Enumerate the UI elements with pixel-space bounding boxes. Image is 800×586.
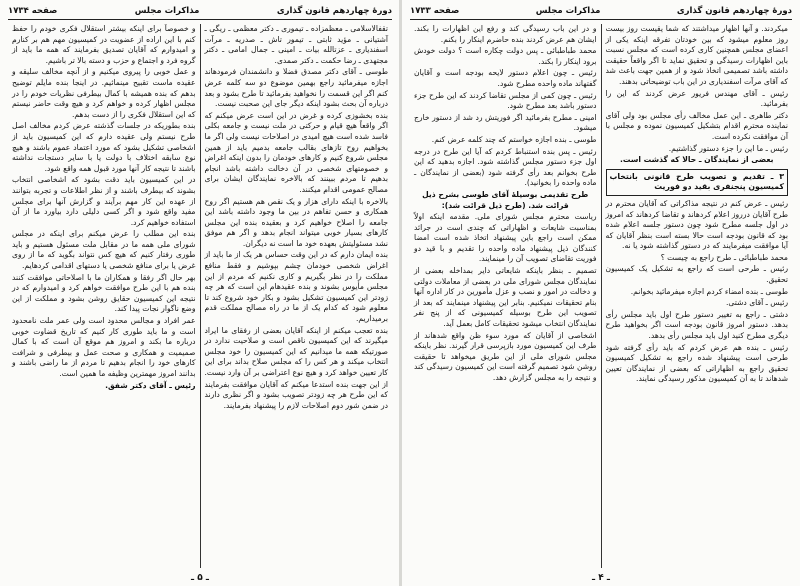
paragraph: رئیس ـ ما این را جزء دستور گذاشتیم. <box>668 143 788 153</box>
paragraph: رئیس ـ پس بنده استنباط کردم که آیا این طرح در درجه اول جزء دستور مجلس گذاشته شود. اجازه بدهید که این طرح بخوانم بعد رأی گرفته شود (بعضی از نمایندگان ـ ماده واحده را بخوانید). <box>414 146 597 188</box>
paragraph: اشخاصی از آقایان که مورد سوء ظن واقع شدهاند از طرف این کمیسیون مورد بازپرسی قرار گیرند. نظر باینکه مجلس شورای ملی از این طریق میخواهد تا حقیقت روشن شود تصمیم گرفته است این کمیسیون رسیدگی کند و نتیجه را به مجلس گزارش دهد. <box>414 330 597 382</box>
left-header-session: دورهٔ چهاردهم قانون گذاری <box>276 6 392 16</box>
paragraph: رئیس ـ عرض کنم در نتیجه مذاکراتی که آقایان محترم در طرح آقایان درروز اعلام کردهاند و تقاضا کردهاند که امروز در اول جلسه مطرح شود چون دستور جلسه اعلام شده بود که قانون بودجه است حالا بسته است بنظر آقایان که آیا موافقت میفرمایند که در دستور گذاشته شود یا نه. <box>605 198 788 251</box>
paragraph: بنده بطوریکه در جلسات گذشته عرض کردم مخالف اصل طرح نیستم ولی عقیده دارم که این کمیسیون باید از اشخاصی تشکیل بشود که مورد اعتماد عموم باشند و هیچ نوع سابقه اختلاف با دولت یا با سایر دستجات نداشته باشند تا نتیجه کار آنها مورد قبول همه واقع شود. <box>12 121 196 173</box>
paragraph: رئیس ـ آقای دشتی. <box>726 298 788 308</box>
paragraph: بنده ایمان دارم که در این وقت حساس هر یک از ما باید از اغراض شخصی خودمان چشم بپوشیم و فقط منافع مملکت را در نظر بگیریم و کاری نکنیم که مردم از این مجلس مأیوس بشوند و بنده عقیدهام این است که هر چه زودتر این کمیسیون تشکیل بشود و بکار خود شروع کند تا معلوم شود که کدام یک از ما در راه مصالح مملکت قدم برمیداریم. <box>204 250 388 324</box>
paragraph: بنده بخشوزی کرده و غرض در این است عرض میکنم که اگر واقعاً هیچ قیام و حرکتی در ملت نیست و جامعه بکلی فاسد شده است هیچ امیدی در اصلاحات نیست ولی اگر ما بخواهیم روح تازهای بقالب جامعه بدمیم باید از همین مجلس شروع کنیم و کارهای خودمان را بدون اینکه اغراض و خصومتهای شخصی در آن دخالت داشته باشد انجام بدهیم تا مردم ببینند که بالاخره نمایندگان ایشان برای مصالح عمومی اقدام میکنند. <box>204 110 388 194</box>
paragraph: و خصوصاً برای اینکه بیشتر استقلال فکری خودم را حفظ کنم با این اراده از عضویت در کمیسیون مهم هم بر کنارم و امیدوارم که آقایان تصدیق بفرمایند که همه ما باید از گروه فرد و اجتماع و حزب و دسته بالا تر باشیم. <box>12 24 196 65</box>
right-header-session: دورهٔ چهاردهم قانون گذاری <box>676 6 792 16</box>
left-page-column-a <box>201 24 393 568</box>
right-header-title: مذاکرات مجلس <box>535 6 601 16</box>
paragraph: رئیس ـ چون اعلام دستور لایحه بودجه است و آقایان گفتهاند ماده واحده مطرح شود. <box>414 68 597 88</box>
paragraph: طوسی ـ آقای دکتر مصدق فضلا و دانشمندان فرمودهاند اجازه میفرمائید راجع بهمین موضوع دو سه کلمه عرض کنم اگر این قسمت را نخواهید بفرمائید تا طرح بشود و بعد درباره آن بحث بشود اینکه دیگر جای این صحبت نیست. <box>204 67 388 109</box>
paragraph: دکتر طاهری ـ این عمل مخالف رأی مجلس بود ولی آقای نماینده محترم اقدام بتشکیل کمیسیون نموده و مجلس با آن موافقت نکرده است. <box>605 110 788 141</box>
right-page-column-b <box>602 24 793 568</box>
column-divider <box>601 24 602 568</box>
paragraph: از این جهت بنده استدعا میکنم که آقایان موافقت بفرمایند که این طرح هر چه زودتر تصویب بشود و اگر نظری دارند در ضمن شور دوم اصلاحات لازم را پیشنهاد بفرمایند. <box>204 379 388 410</box>
paragraph: و در این باب رسیدگی کند و رفع این اظهارات را بکند. ایشان هم عرض کردند بنده حاضرم اینکار را بکنم. <box>414 24 597 44</box>
paragraph: تقفالاسلامی ـ معظمزاده ـ تیموری ـ دکتر معظمی ـ ریگی ـ آشتیانی ـ مؤید ثابتی ـ تیمور تاش ـ صدریه ـ مرآت اسفندیاری ـ عزتالله بیات ـ امینی ـ جمال امامی ـ دکتر مجتهدی ـ رضا حکمت ـ دکتر صمدی. <box>204 24 388 65</box>
right-page-number: ـ ۴ ـ <box>592 573 610 583</box>
paragraph: محمد طباطبائی ـ طرح راجع به چیست ؟ <box>660 252 788 262</box>
paragraph: بنده تعجب میکنم از اینکه آقایان بعضی از رفقای ما ایراد میگیرند که این کمیسیون ناقص است و صلاحیت ندارد در صورتیکه همه ما میدانیم که این کمیسیون را خود مجلس انتخاب میکند و هر کس را که مجلس صلاح بداند برای این کار تعیین خواهد کرد و هیچ نوع اعتراضی بر آن وارد نیست. <box>204 325 388 377</box>
paragraph: رئیس ـ بنده هم عرض کردم که باید رأی گرفته شود طرحی است پیشنهاد شده راجع به تشکیل کمیسیون تحقیق راجع به اظهاراتی که بعضی از نمایندگان تعیین شدهاند تا به آن کمیسیون مذکور رسیدگی نمایند. <box>605 342 788 384</box>
right-page-header <box>410 3 792 20</box>
paragraph: و عمل خوبی را پیروی میکنیم و از آنچه مخالف سلیقه و عقیده ماست تقبیح مینمائیم. در اینجا بنده مایلم توضیح بدهم که بنده همیشه با کمال بیطرفی نظریات خودم را در مجلس اظهار کرده و خواهم کرد و هیچ وقت حاضر نیستم که این استقلال فکری را از دست بدهم. <box>12 67 196 119</box>
right-page-columns <box>410 24 792 568</box>
paragraph: امینی ـ مطرح بفرمائید اگر فوریتش رد شد از دستور خارج میشود. <box>414 112 597 133</box>
paragraph: رئیس ـ طرحی است که راجع به تشکیل یک کمیسیون تحقیق. <box>605 264 788 285</box>
left-header-page-label: صفحه ۱۷۳۴ <box>8 6 58 16</box>
paragraph: دشتی ـ راجع به تغییر دستور طرح اول باید مجلس رأی بدهد. دستور امروز قانون بودجه است اگر بخواهید طرح دیگری مطرح کنید اول باید مجلس رأی بدهد. <box>605 309 788 341</box>
paragraph: عمر افراد و مجالس محدود است ولی عمر ملت نامحدود است و ما باید طوری کار کنیم که تاریخ قضاوت خوبی درباره ما بکند و امروز هم موقع آن است که با کمال صمیمیت و همکاری و صحت عمل و بیطرفی و شرافت کارهای خود را انجام بدهیم تا مردم از ما راضی باشند و بدانند امروز مهمترین وظیفه ما همین است. <box>12 316 196 378</box>
paragraph: ریاست محترم مجلس شورای ملی. مقدمه اینکه اولاً بمناسبت شایعات و اظهاراتی که چندی است در جرائد ممکن است راجع باین پیشنهاد اتخاذ شده است امضا کنندگان ذیل پیشنهاد ماده واحده را تقدیم و با قید دو فوریت تقاضای تصویب آن را مینمایند. <box>414 212 597 264</box>
right-header-page-label: صفحه ۱۷۳۳ <box>410 6 460 16</box>
paragraph: رئیس ـ آقای مهندس فریور عرض کردند که این را بفرمائید. <box>605 88 788 109</box>
paragraph: محمد طباطبائی ـ پس دولت چکاره است ؟ دولت خودش برود اینکار را بکند. <box>414 46 597 66</box>
speaker-line: رئیس ـ آقای دکتر شفق. <box>105 380 196 390</box>
left-page-number: ـ ۵ ـ <box>191 573 209 583</box>
section-note: طرح تقدیمی بوسیلهٔ آقای طوسی بشرح ذیل قرائت شد. (طرح ذیل قرائت شد): <box>422 189 589 210</box>
paragraph: طوسی ـ بنده اجازه خواستم که چند کلمه عرض کنم. <box>431 134 597 144</box>
section-heading-box: ۳ ـ تقدیم و تصویب طرح قانونی بانتخاب کمیسیون پنجنفری بقید دو فوریت <box>606 169 789 196</box>
right-page <box>402 0 800 586</box>
paragraph: طوسی ـ بنده امضاء کردم اجازه میفرمائید بخوانم. <box>630 286 788 296</box>
right-page-column-a <box>410 24 601 568</box>
paragraph: بالاخره با اینکه دارای هزار و یک نقص هم هستیم اگر روح همکاری و حسن تفاهم در بین ما وجود داشته باشد این جامعه را اصلاح خواهیم کرد و بعقیده بنده این مجلس کارهای بسیار خوبی میتواند انجام بدهد و اگر هم موفق نشد مسئولیتش بعهده خود ما است نه دیگران. <box>204 196 388 248</box>
column-divider <box>200 24 201 568</box>
section-note: بعضی از نمایندگان ـ حالا که گذشت است. <box>619 155 774 165</box>
paragraph: رئیس ـ چون کمی از مجلس تقاضا کردند که این طرح جزء دستور باشد بعد مطرح شود. <box>414 90 597 111</box>
left-header-title: مذاکرات مجلس <box>134 6 200 16</box>
paragraph: تصمیم ـ بنظر باینکه شایعاتی دایر بمداخله بعضی از نمایندگان مجلس شورای ملی در بعضی از معاملات دولتی و دخالت در امور و نصب و عزل مأمورین در کار اداره آنها بنام تحقیقات نمیکنیم. بنابر این پیشنهاد مینمایند که بعد از تصویب این طرح بوسیله کمیسیونی که از پنج نفر نمایندگان انتخاب میشود تحقیقات کامل بعمل آید. <box>414 266 597 329</box>
paragraph: در این کمیسیون باید دقت بشود که اشخاصی انتخاب بشوند که بیطرف باشند و از نظر اطلاعات و تجربه بتوانند از عهده این کار مهم برآیند و گزارش آنها برای مجلس مفید واقع شود و اگر کسی دلیلی دارد بیاورد ما از آن استفاده خواهیم کرد. <box>12 175 196 227</box>
paragraph: بهر حال اگر رفقا و همکاران ما با اصلاحاتی موافقت کنند بنده هم با این طرح موافقت خواهم کرد و امیدوارم که در نتیجه این کمیسیون حقایق روشن بشود و مملکت از این وضع ناگوار نجات پیدا کند. <box>12 272 196 314</box>
left-page-column-b <box>8 24 200 568</box>
left-page-columns <box>8 24 392 568</box>
paragraph: میکردند. و آنها اظهار میداشتند که شما یقیست روز بیست روز معلوم میشود که بین خودتان تفرقه اینکه یکی از اعضای مجلس همچنین کاری کرده است که مجلس نسبت باین اظهارات رسیدگی و تحقیق نماید تا اگر واقعاً حقیقت داشته باشد تصمیمی اتخاذ شود و از همین جهت باعث شد که آقای مرآت اسفندیاری در این باب توضیحاتی بدهند. <box>605 24 788 86</box>
left-page-header <box>8 3 392 20</box>
paragraph: بنده این مطلب را عرض میکنم برای اینکه در مجلس شورای ملی همه ما در مقابل ملت مسئول هستیم و باید طوری رفتار کنیم که هیچ کس نتواند بگوید که ما از روی غرض یا برای منافع شخصی یا دستهای اقدامی کردهایم. <box>12 229 196 271</box>
